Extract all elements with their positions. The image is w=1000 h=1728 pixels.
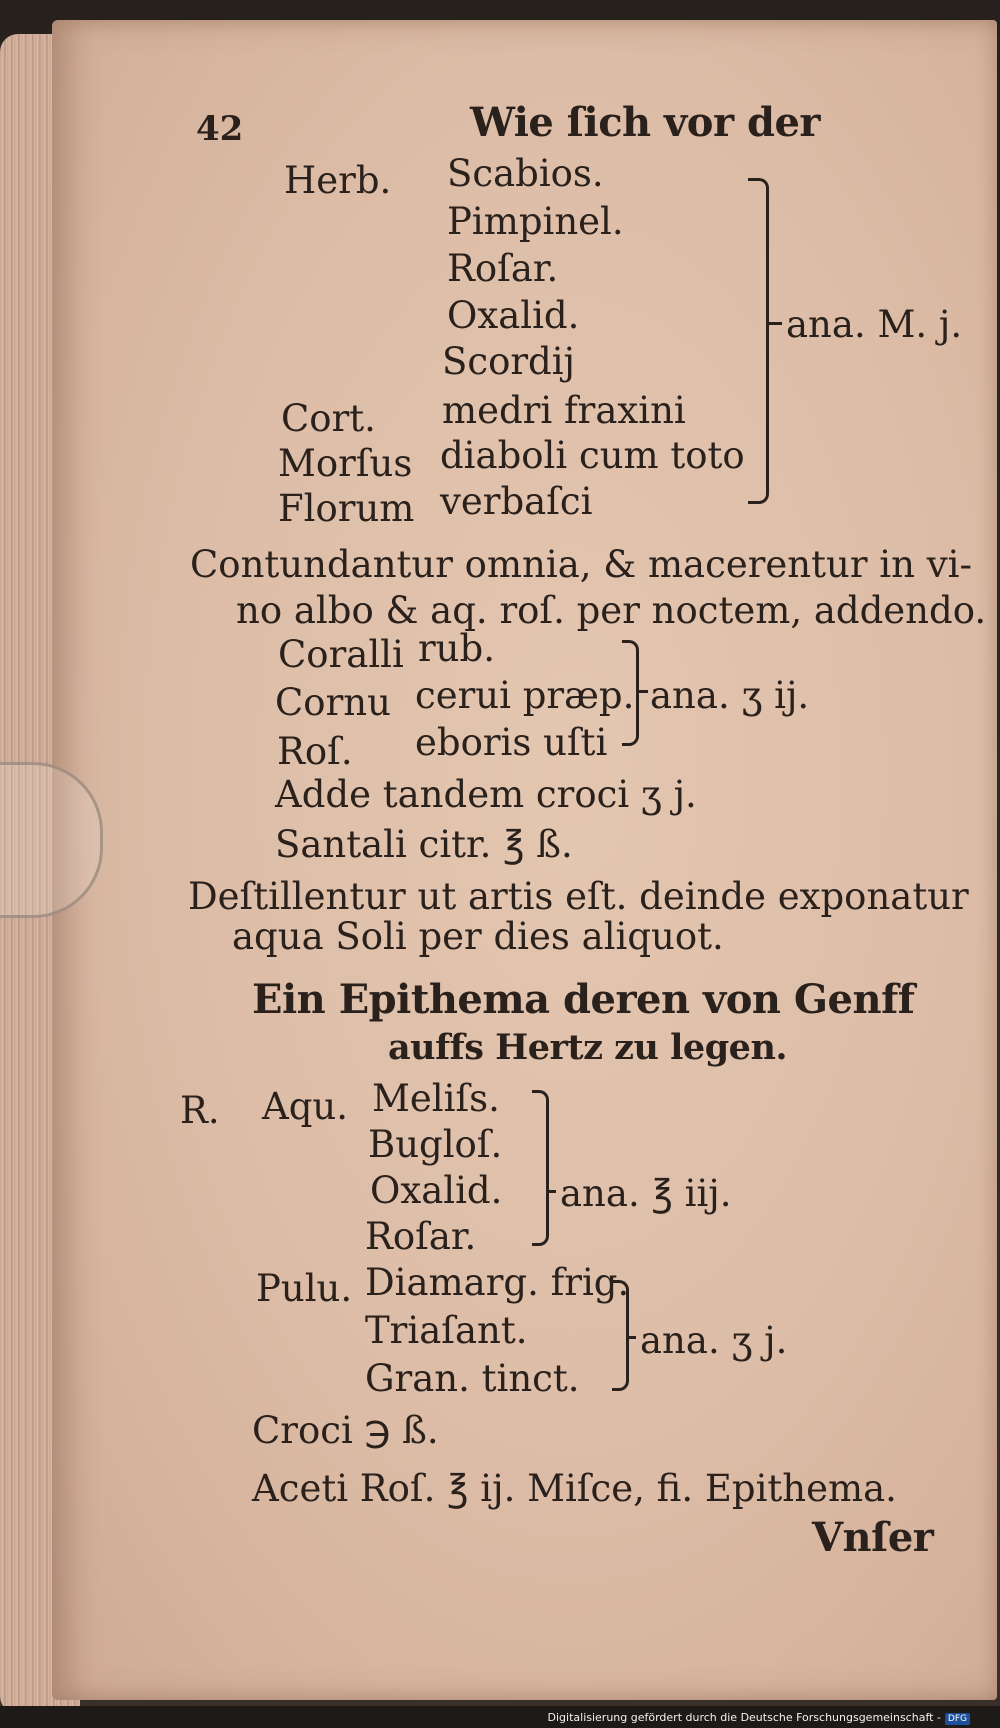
aqu-item: Roſar.	[365, 1215, 477, 1258]
florum-label: Florum	[278, 487, 415, 530]
cort-label: Cort.	[281, 397, 376, 440]
digitization-credit	[548, 1711, 970, 1725]
aceti-line: Aceti Roſ. ℥ ij. Miſce, fi. Epithema.	[252, 1467, 897, 1510]
herb-item: Pimpinel.	[447, 200, 624, 243]
recipe-subtitle: auffs Hertz zu legen.	[388, 1027, 788, 1068]
cort-value: medri fraxini	[442, 389, 686, 432]
brace-point	[546, 1190, 556, 1193]
santali-line: Santali citr. ℥ ß.	[275, 823, 573, 866]
adde-line: Adde tandem croci ʒ j.	[275, 773, 697, 816]
cornu-value: cerui præp.	[415, 674, 635, 717]
catchword: Vnſer	[812, 1514, 934, 1561]
herb-item: Roſar.	[447, 247, 559, 290]
recipe-title: Ein Epithema deren von Genff	[252, 976, 915, 1023]
pulu-item: Gran. tinct.	[365, 1357, 580, 1400]
brace-point	[766, 322, 782, 325]
credit-text: Digitalisierung gefördert durch die Deutsche Forschungsgemeinschaft -	[547, 1711, 941, 1724]
brace-point	[626, 1336, 636, 1339]
pulu-item: Triaſant.	[365, 1309, 528, 1352]
morsus-value: diaboli cum toto	[440, 434, 745, 477]
cornu-label: Cornu	[275, 681, 391, 724]
herb-item: Scabios.	[447, 152, 604, 195]
brace-bracket	[532, 1090, 549, 1246]
ros-value: eboris uſti	[415, 721, 608, 764]
pulu-label: Pulu.	[256, 1267, 353, 1310]
dfg-logo: DFG	[945, 1713, 970, 1725]
aqu-label: Aqu.	[262, 1085, 348, 1128]
brace-bracket	[622, 640, 639, 746]
page-number: 42	[196, 109, 244, 149]
herb-item: Oxalid.	[447, 294, 580, 337]
running-head: Wie ſich vor der	[470, 99, 820, 146]
ros-label: Roſ.	[277, 730, 353, 773]
instruction-line: Contundantur omnia, & macerentur in vi-	[190, 543, 972, 586]
dose-label: ana. ʒ ij.	[650, 674, 810, 717]
corall-value: rub.	[418, 627, 495, 670]
dose-label: ana. ʒ j.	[640, 1319, 788, 1362]
pulu-item: Diamarg. frig.	[365, 1261, 630, 1304]
herb-label: Herb.	[284, 159, 392, 202]
aqu-item: Bugloſ.	[368, 1123, 503, 1166]
r-label: R.	[180, 1089, 220, 1132]
dose-label: ana. ℥ iij.	[560, 1172, 732, 1215]
aqu-item: Meliſs.	[372, 1077, 500, 1120]
instruction-line: no albo & aq. roſ. per noctem, addendo.	[236, 589, 987, 632]
herb-item: Scordij	[442, 340, 576, 383]
brace-bracket	[748, 178, 769, 504]
croci-line: Croci ℈ ß.	[252, 1409, 439, 1452]
destill-line: aqua Soli per dies aliquot.	[232, 915, 724, 958]
corall-label: Coralli	[278, 633, 404, 676]
dose-label: ana. M. j.	[786, 303, 963, 346]
destill-line: Deſtillentur ut artis eſt. deinde exponatur	[188, 875, 969, 918]
florum-value: verbaſci	[440, 480, 593, 523]
brace-point	[636, 690, 648, 693]
morsus-label: Morſus	[278, 442, 413, 485]
aqu-item: Oxalid.	[370, 1169, 503, 1212]
